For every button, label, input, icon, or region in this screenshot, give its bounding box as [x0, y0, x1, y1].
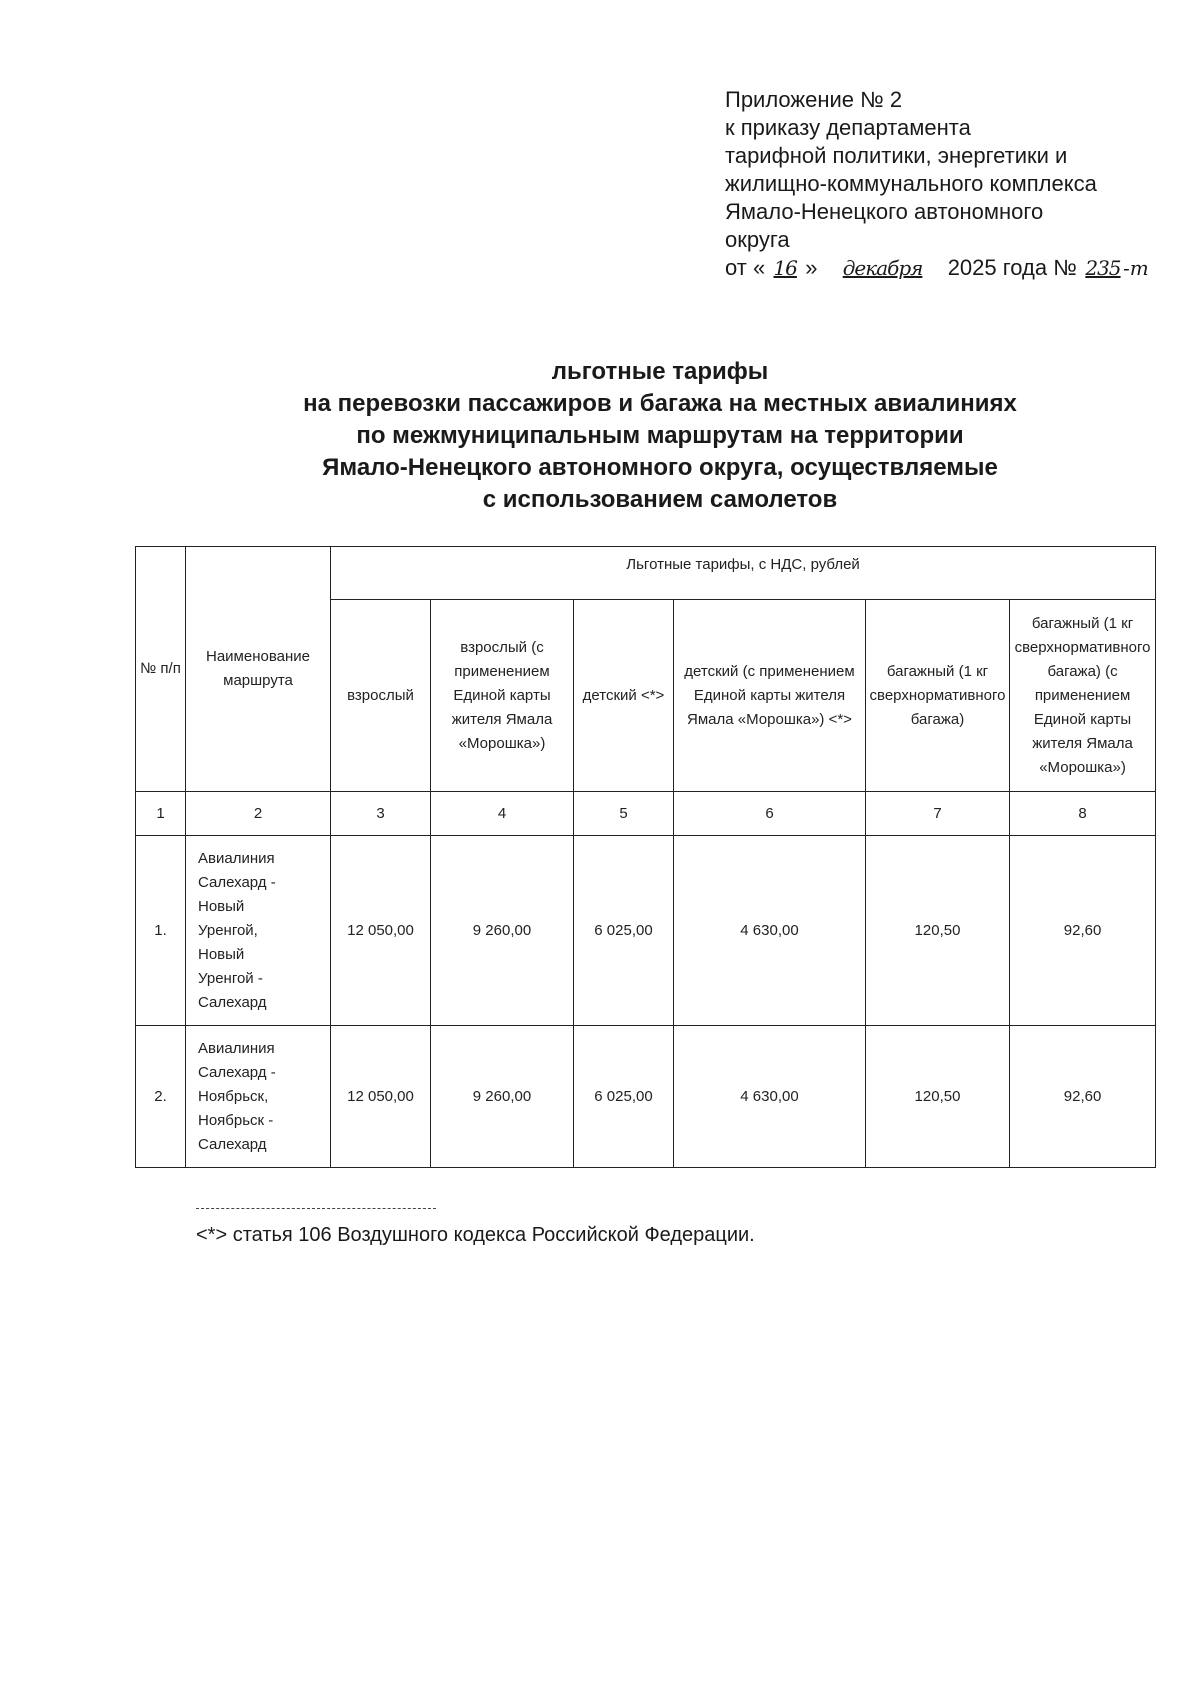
column-index: 1 [136, 792, 186, 836]
header-number: № п/п [136, 547, 186, 792]
column-index: 5 [574, 792, 674, 836]
row-number: 1. [136, 836, 186, 1026]
title-line: на перевозки пассажиров и багажа на местных авиалиниях [303, 390, 1017, 417]
column-index: 8 [1010, 792, 1156, 836]
header-adult: взрослый [331, 600, 431, 792]
header-adult-card: взрослый (с применением Единой карты жителя Ямала «Морошка») [431, 600, 574, 792]
fare-adult-card: 9 260,00 [431, 836, 574, 1026]
order-suffix: -т [1122, 256, 1149, 280]
handwritten-month: декабря [842, 256, 923, 280]
table-header-row [136, 547, 1156, 600]
date-year-text: 2025 года № [947, 255, 1077, 280]
fare-child: 6 025,00 [574, 836, 674, 1026]
date-prefix: от « [725, 255, 766, 280]
annex-line: Ямало-Ненецкого автономного [725, 199, 1044, 224]
annex-line: тарифной политики, энергетики и [725, 143, 1068, 168]
fare-adult: 12 050,00 [331, 836, 431, 1026]
annex-line: округа [725, 227, 790, 252]
annex-line: жилищно-коммунального комплекса [725, 171, 1097, 196]
fare-baggage-card: 92,60 [1010, 1026, 1156, 1168]
column-index: 2 [186, 792, 331, 836]
header-child: детский <*> [574, 600, 674, 792]
date-close: » [805, 255, 818, 280]
fare-child-card: 4 630,00 [674, 1026, 866, 1168]
header-child-card: детский (с применением Единой карты жителя Ямала «Морошка») <*> [674, 600, 866, 792]
table-row [136, 1026, 1156, 1168]
route-name: Авиалиния Салехард - Ноябрьск, Ноябрьск - Салехард [186, 1026, 331, 1168]
annex-line: к приказу департамента [725, 115, 971, 140]
fare-baggage-card: 92,60 [1010, 836, 1156, 1026]
column-index: 3 [331, 792, 431, 836]
header-group-tariffs: Льготные тарифы, с НДС, рублей [331, 547, 1156, 600]
tariffs-table [135, 546, 1156, 1168]
fare-child-card: 4 630,00 [674, 836, 866, 1026]
annex-header [725, 86, 1165, 282]
fare-adult-card: 9 260,00 [431, 1026, 574, 1168]
fare-baggage: 120,50 [866, 1026, 1010, 1168]
document-title [130, 356, 1190, 516]
annex-title: Приложение № 2 [725, 87, 903, 112]
footnote-divider [196, 1208, 436, 1209]
route-name: Авиалиния Салехард - Новый Уренгой, Новый Уренгой - Салехард [186, 836, 331, 1026]
table-row [136, 836, 1156, 1026]
title-line: с использованием самолетов [482, 486, 838, 513]
column-index: 7 [866, 792, 1010, 836]
column-index: 4 [431, 792, 574, 836]
fare-child: 6 025,00 [574, 1026, 674, 1168]
title-line: льготные тарифы [551, 358, 769, 385]
fare-adult: 12 050,00 [331, 1026, 431, 1168]
footnote: <*> статья 106 Воздушного кодекса Российской Федерации. [196, 1224, 755, 1246]
title-line: Ямало-Ненецкого автономного округа, осуществляемые [322, 454, 998, 481]
annex-date-line [725, 254, 1165, 282]
header-route: Наименование маршрута [186, 547, 331, 792]
fare-baggage: 120,50 [866, 836, 1010, 1026]
handwritten-order-number: 235 [1085, 256, 1121, 280]
header-baggage-card: багажный (1 кг сверхнормативного багажа) (с применением Единой карты жителя Ямала «Морошка») [1010, 600, 1156, 792]
handwritten-day: 16 [773, 256, 797, 280]
column-index-row [136, 792, 1156, 836]
row-number: 2. [136, 1026, 186, 1168]
column-index: 6 [674, 792, 866, 836]
header-baggage: багажный (1 кг сверхнормативного багажа) [866, 600, 1010, 792]
title-line: по межмуниципальным маршрутам на территории [356, 422, 964, 449]
